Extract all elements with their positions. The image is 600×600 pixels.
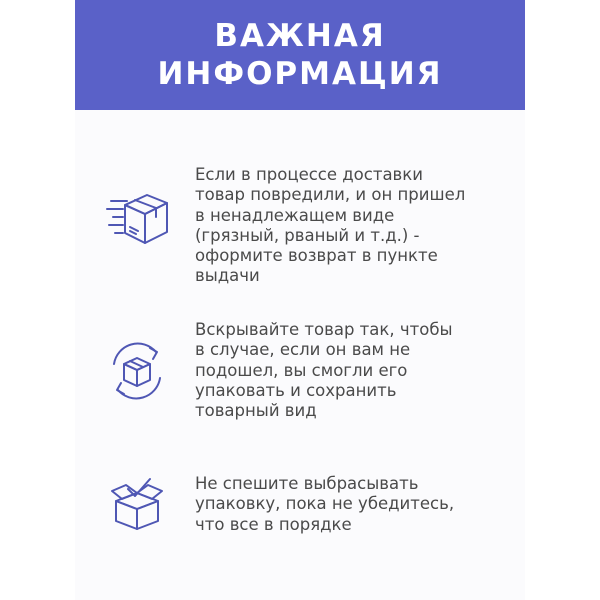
info-text-delivery: Если в процессе доставки товар повредили, и он пришел в ненадлежащем виде (грязный, рваный и т.д.) - оформите возврат в пункте выдачи	[195, 165, 466, 286]
header-title-line-1: ВАЖНАЯ	[214, 18, 386, 54]
info-item-opening	[100, 320, 520, 425]
header-banner	[75, 0, 525, 110]
fast-delivery-box-icon	[105, 187, 171, 253]
info-text-packaging: Не спешите выбрасывать упаковку, пока не убедитесь, что все в порядке	[195, 474, 455, 534]
info-item-packaging	[100, 474, 520, 554]
box-in-circular-arrows-icon	[104, 338, 170, 404]
open-box-checkmark-icon	[104, 469, 170, 535]
info-text-opening: Вскрывайте товар так, чтобы в случае, если он вам не подошел, вы смогли его упаковать и сохранить товарный вид	[195, 320, 453, 421]
info-item-delivery	[100, 165, 520, 290]
header-title-line-2: ИНФОРМАЦИЯ	[157, 56, 443, 92]
